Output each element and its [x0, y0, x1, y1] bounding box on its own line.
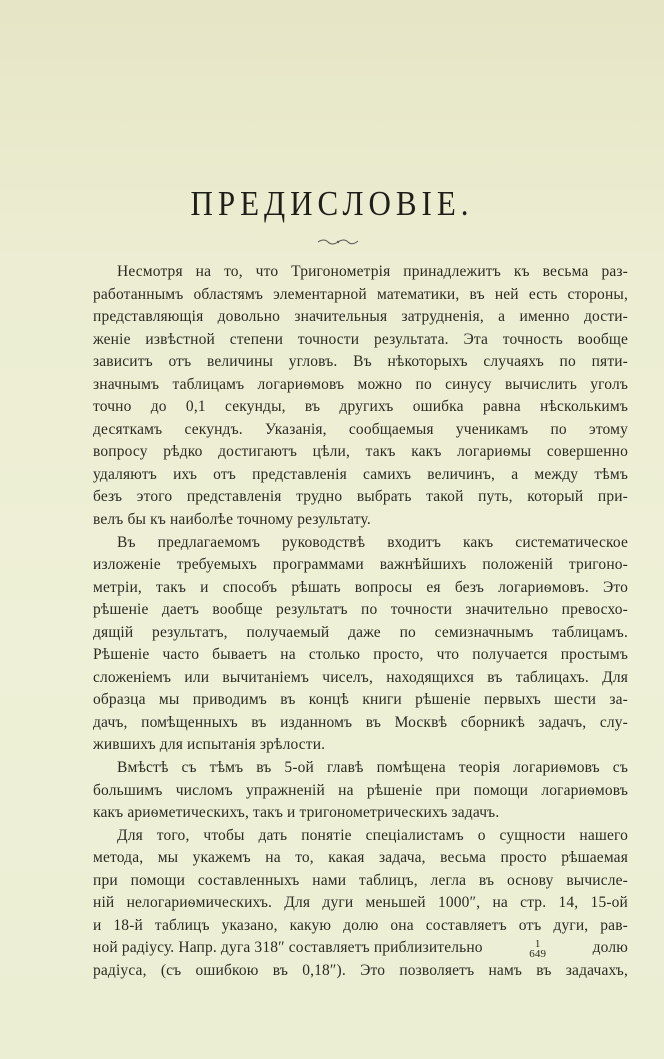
text-line: женіе извѣстной степени точности результата. Эта точность вообще	[93, 330, 628, 348]
text-line: и 18-й таблицъ указано, какую долю она составляетъ отъ дуги, рав-	[93, 916, 628, 934]
text-line: изложеніе требуемыхъ программами важнѣйшихъ положеній тригоно-	[93, 556, 628, 574]
text-line: Въ предлагаемомъ руководствѣ входитъ какъ систематическое	[117, 533, 628, 551]
text-line: зависитъ отъ величины угловъ. Въ нѣкоторыхъ случаяхъ по пяти-	[93, 353, 628, 371]
text-line: точно до 0,1 секунды, въ другихъ ошибка равна нѣсколькимъ	[93, 398, 628, 416]
text-line: образца мы приводимъ въ концѣ книги рѣшеніе первыхъ шести за-	[93, 691, 628, 709]
text-line: десяткамъ секундъ. Указанія, сообщаемыя ученикамъ по этому	[93, 420, 628, 438]
page-title: ПРЕДИСЛОВІЕ.	[190, 183, 474, 224]
decorative-flourish-icon	[316, 236, 360, 246]
text-line: значнымъ таблицамъ логариѳмовъ можно по синусу вычислить уголъ	[93, 375, 628, 393]
text-line: представляющія довольно значительныя затрудненія, а именно дости-	[93, 308, 628, 326]
paragraph-1	[93, 261, 628, 532]
text-line: дящій результатъ, получаемый даже по семизначнымъ таблицамъ.	[93, 623, 628, 641]
text-line: вопросу рѣдко достигаютъ цѣли, такъ какъ логариѳмы совершенно	[93, 443, 628, 461]
text-line: ній нелогариѳмическихъ. Для дуги меньшей 1000″, на стр. 14, 15-ой	[93, 894, 628, 912]
text-line: дачъ, помѣщенныхъ въ изданномъ въ Москвѣ сборникѣ задачъ, слу-	[93, 713, 628, 731]
text-line: большимъ числомъ упражненій на рѣшеніе при помощи логариѳмовъ	[93, 781, 628, 799]
text-line: метода, мы укажемъ на то, какая задача, весьма просто рѣшаемая	[93, 849, 628, 867]
text-line: жившихъ для испытанія зрѣлости.	[93, 736, 326, 754]
text-line: Несмотря на то, что Тригонометрія принадлежитъ къ весьма раз-	[117, 263, 628, 280]
text-line: Для того, чтобы дать понятіе спеціалистамъ о сущности нашего	[117, 826, 628, 844]
text-line: велъ бы къ наиболѣе точному результату.	[93, 511, 371, 529]
text-line: Рѣшеніе часто бываетъ на столько просто, что получается простымъ	[93, 646, 628, 664]
preface-text	[93, 261, 628, 983]
paragraph-2	[93, 532, 628, 757]
text-line: сложеніемъ или вычитаніемъ чиселъ, находящихся въ таблицахъ. Для	[93, 668, 628, 686]
text-line: рѣшеніе даетъ вообще результатъ по точности значительно превосхо-	[93, 601, 628, 619]
paragraph-4	[93, 825, 628, 983]
text-segment: долю	[592, 939, 628, 957]
text-line: при помощи составленныхъ нами таблицъ, легла въ основу вычисле-	[93, 871, 628, 889]
text-line: Вмѣстѣ съ тѣмъ въ 5-ой главѣ помѣщена теорія логариѳмовъ съ	[117, 759, 628, 777]
paragraph-3	[93, 757, 628, 825]
text-line: радіуса, (съ ошибкою въ 0,18″). Это позволяетъ намъ въ задачахъ,	[93, 961, 628, 979]
fraction-denominator: 649	[529, 947, 547, 960]
text-line: удаляютъ ихъ отъ представленія самихъ величинъ, а между тѣмъ	[93, 465, 628, 483]
text-line-with-fraction	[93, 937, 628, 960]
text-line: какъ ариѳметическихъ, такъ и тригонометрическихъ задачъ.	[93, 804, 500, 822]
text-line: метріи, такъ и способъ рѣшать вопросы ея безъ логариѳмовъ. Это	[93, 578, 628, 596]
text-line: работаннымъ областямъ элементарной математики, въ ней есть стороны,	[93, 285, 628, 303]
fraction-numerator: 1	[534, 937, 541, 950]
fraction	[529, 939, 546, 959]
text-line: безъ этого представленія трудно выбрать такой путь, который при-	[93, 488, 628, 506]
text-segment: ной радіусу. Напр. дуга 318″ составляетъ приблизительно	[93, 939, 483, 957]
